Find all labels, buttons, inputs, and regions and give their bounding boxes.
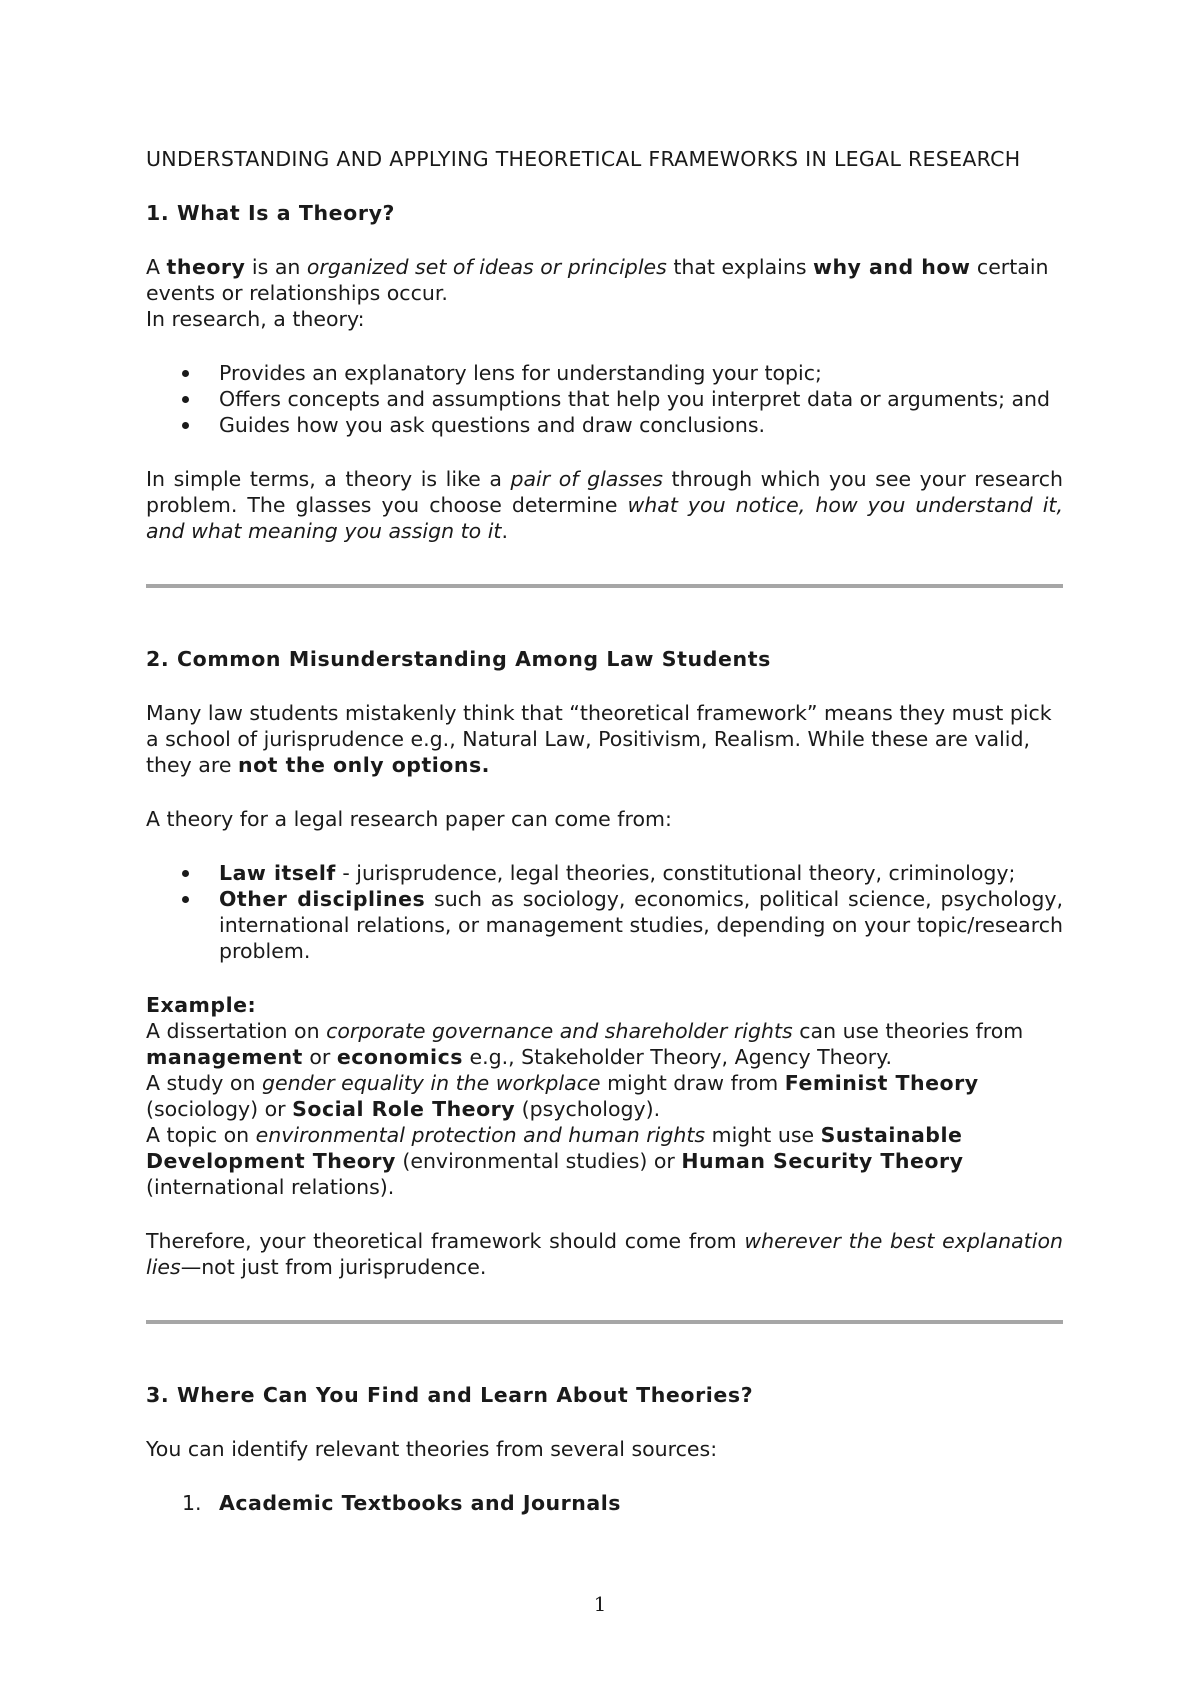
section-1-paragraph-1 [146, 254, 1063, 306]
text-run: A study on [146, 1071, 262, 1095]
horizontal-divider [146, 584, 1063, 588]
section-2-paragraph-3 [146, 1228, 1063, 1280]
document-title: UNDERSTANDING AND APPLYING THEORETICAL FRAMEWORKS IN LEGAL RESEARCH [146, 147, 1021, 171]
list-item: Offers concepts and assumptions that help you interpret data or arguments; and [146, 386, 1063, 412]
list-item: Provides an explanatory lens for understanding your topic; [146, 360, 1063, 386]
bold-run: Human Security Theory [681, 1149, 964, 1173]
text-run: Therefore, your theoretical framework should come from [146, 1229, 745, 1253]
example-3 [146, 1122, 1063, 1200]
section-1-paragraph-2: In research, a theory: [146, 307, 365, 331]
text-run: is an [245, 255, 307, 279]
list-item [146, 860, 1063, 886]
list-item [146, 1490, 1063, 1516]
text-run: certain events or relationships occur. [146, 255, 1049, 305]
list-item: Guides how you ask questions and draw conclusions. [146, 412, 1063, 438]
text-run: A topic on [146, 1123, 256, 1147]
text-run: that explains [666, 255, 814, 279]
text-run: (environmental studies) or [395, 1149, 682, 1173]
text-run: or [302, 1045, 337, 1069]
text-run: such as sociology, economics, political science, psychology, international relations, or management studies, depending on your topic/research problem. [219, 887, 1063, 963]
example-1 [146, 1018, 1063, 1070]
list-item-label: Academic Textbooks and Journals [219, 1491, 621, 1515]
bold-run: economics [336, 1045, 463, 1069]
section-3-numbered-list [146, 1490, 1063, 1516]
text-run: . [501, 519, 508, 543]
bold-run: not the only options. [237, 753, 490, 777]
bold-run: Social Role Theory [292, 1097, 516, 1121]
bold-run: Feminist Theory [784, 1071, 979, 1095]
section-3-paragraph-1: You can identify relevant theories from several sources: [146, 1437, 718, 1461]
section-3-heading: 3. Where Can You Find and Learn About Theories? [146, 1383, 754, 1407]
list-item [146, 886, 1063, 964]
italic-run: what you notice, how you understand it, and what meaning you assign to it [146, 493, 1063, 543]
section-1-paragraph-3 [146, 466, 1063, 544]
text-run: (psychology). [515, 1097, 661, 1121]
italic-run: pair of glasses [510, 467, 663, 491]
text-run: In simple terms, a theory is like a [146, 467, 511, 491]
italic-run: corporate governance and shareholder rights [326, 1019, 793, 1043]
italic-run: organized set of ideas or principles [306, 255, 667, 279]
bold-run: management [146, 1045, 303, 1069]
text-run: - jurisprudence, legal theories, constitutional theory, criminology; [335, 861, 1016, 885]
list-number: 1. [182, 1491, 202, 1515]
horizontal-divider [146, 1320, 1063, 1324]
text-run: —not just from jurisprudence. [180, 1255, 487, 1279]
page-number: 1 [593, 1592, 607, 1616]
section-2-heading: 2. Common Misunderstanding Among Law Students [146, 647, 771, 671]
text-run: A [146, 255, 167, 279]
bold-run: why and how [813, 255, 971, 279]
bold-run: Other disciplines [219, 887, 426, 911]
bold-run: Sustainable Development Theory [146, 1123, 963, 1173]
italic-run: gender equality in the workplace [261, 1071, 601, 1095]
text-run: (international relations). [146, 1175, 395, 1199]
text-run: Many law students mistakenly think that “theoretical framework” means they must pick a school of jurisprudence e.g., Natural Law, Positivism, Realism. While these are valid, they are [146, 701, 1052, 777]
text-run: e.g., Stakeholder Theory, Agency Theory. [462, 1045, 892, 1069]
section-2-paragraph-1 [146, 700, 1063, 778]
example-label [146, 992, 1063, 1018]
section-1-heading: 1. What Is a Theory? [146, 201, 396, 225]
text-run: through which you see your research problem. The glasses you choose determine [146, 467, 1063, 517]
page-content [146, 146, 1063, 1516]
text-run: might use [705, 1123, 821, 1147]
bold-run: Law itself [219, 861, 336, 885]
italic-run: wherever the best explanation lies [146, 1229, 1063, 1279]
text-run: might draw from [600, 1071, 785, 1095]
example-2 [146, 1070, 1063, 1122]
section-1-bullet-list [146, 360, 1063, 438]
bold-run: Example: [146, 993, 257, 1017]
text-run: (sociology) or [146, 1097, 293, 1121]
bold-run: theory [166, 255, 246, 279]
text-run: A dissertation on [146, 1019, 327, 1043]
section-2-bullet-list [146, 860, 1063, 964]
italic-run: environmental protection and human rights [255, 1123, 706, 1147]
section-2-paragraph-2: A theory for a legal research paper can come from: [146, 807, 672, 831]
text-run: can use theories from [792, 1019, 1024, 1043]
